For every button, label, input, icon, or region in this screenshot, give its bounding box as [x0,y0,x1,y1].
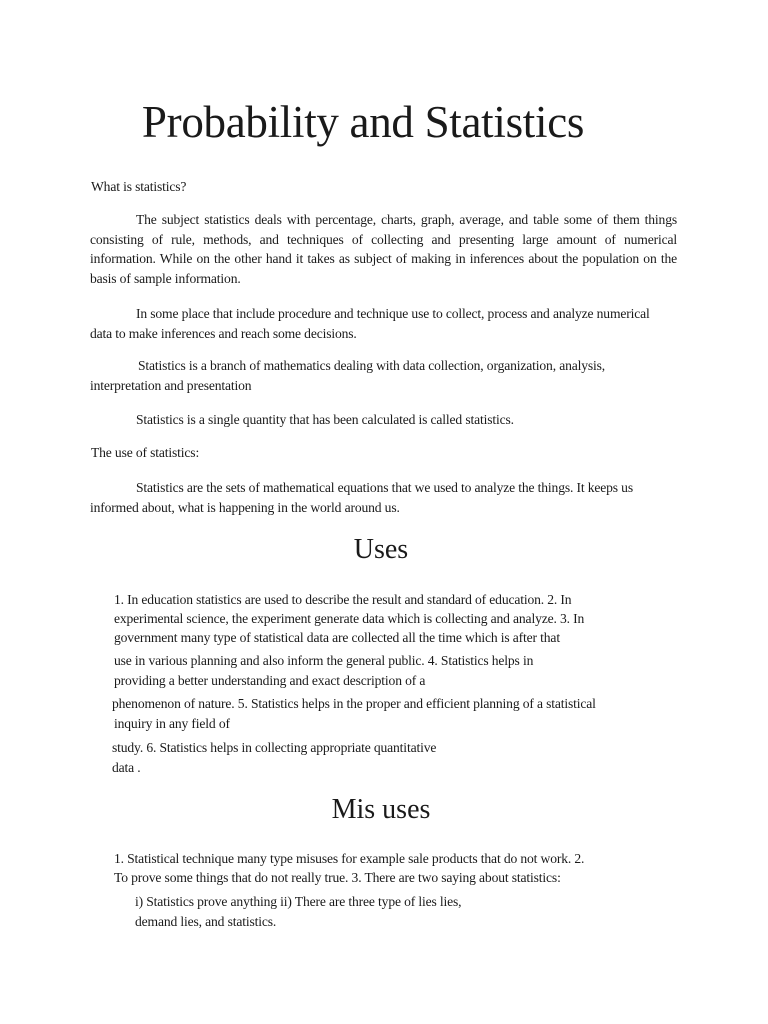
misuses-line: 1. Statistical technique many type misuses for example sale products that do not work. 2. [114,851,585,866]
uses-line: government many type of statistical data are collected all the time which is after that [114,630,560,645]
uses-line: study. 6. Statistics helps in collecting appropriate quantitative [112,740,437,755]
paragraph-branch: Statistics is a branch of mathematics dealing with data collection, organization, analysis, interpretation and presentation [90,358,606,393]
paragraph-single-quantity: Statistics is a single quantity that has been calculated is called statistics. [136,412,514,427]
paragraph-procedure: In some place that include procedure and technique use to collect, process and analyze numerical data to make inferences and reach some decisions. [90,306,650,341]
misuses-line: i) Statistics prove anything ii) There are three type of lies lies, [135,894,462,909]
paragraph-use: Statistics are the sets of mathematical equations that we used to analyze the things. It keeps us informed about, what is happening in the world around us. [90,480,633,515]
uses-line: providing a better understanding and exact description of a [114,673,426,688]
uses-line: experimental science, the experiment generate data which is collecting and analyze. 3. In [114,611,585,626]
page-title: Probability and Statistics [141,97,585,147]
misuses-line: demand lies, and statistics. [135,914,277,929]
question-label: What is statistics? [91,179,187,194]
uses-line: use in various planning and also inform the general public. 4. Statistics helps in [114,653,534,668]
uses-line: inquiry in any field of [114,716,230,731]
misuses-line: To prove some things that do not really true. 3. There are two saying about statistics: [114,870,561,885]
misuses-heading: Mis uses [331,794,431,825]
use-label: The use of statistics: [91,445,200,460]
uses-line: data . [112,760,141,775]
uses-line: 1. In education statistics are used to describe the result and standard of education. 2. In [114,592,572,607]
paragraph-definition: The subject statistics deals with percentage, charts, graph, average, and table some of them things consisting of rule, methods, and techniques of collecting and presenting large amount of numerical information. While on the other hand it takes as subject of making in inferences about the population on the basis of sample information. [90,212,677,286]
uses-line: phenomenon of nature. 5. Statistics helps in the proper and efficient planning of a statistical [112,696,596,711]
uses-heading: Uses [353,534,409,565]
